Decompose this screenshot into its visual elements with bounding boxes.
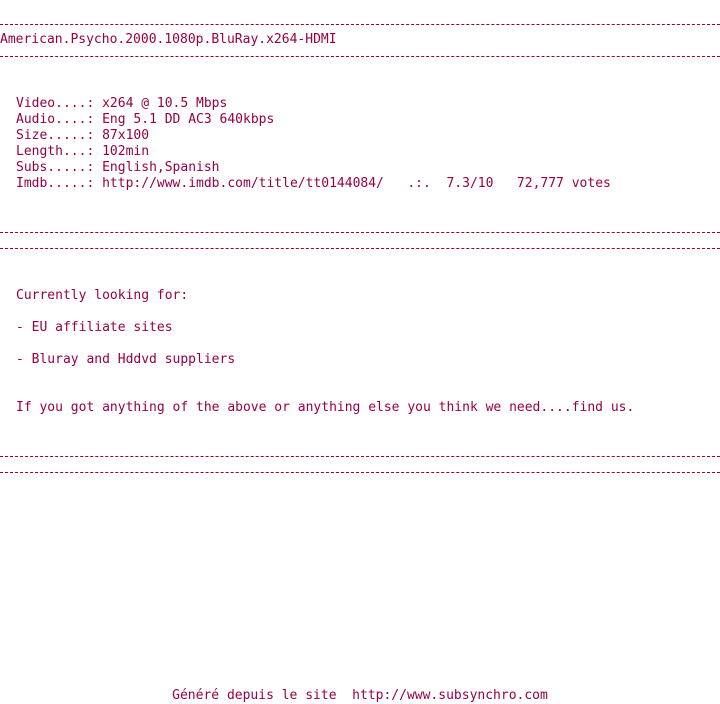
spec-label: Audio....: — [16, 112, 95, 127]
spec-value: http://www.imdb.com/title/tt0144084/ .:. 7.3/10 72,777 votes — [102, 176, 611, 191]
spec-label: Length...: — [16, 144, 95, 159]
title-divider — [0, 56, 720, 57]
section-divider-2 — [0, 248, 720, 249]
release-title: American.Psycho.2000.1080p.BluRay.x264-HDMI — [0, 32, 337, 47]
section-divider-1 — [0, 232, 720, 233]
looking-item: - EU affiliate sites — [16, 320, 173, 335]
spec-label: Video....: — [16, 96, 95, 111]
looking-heading: Currently looking for: — [16, 288, 189, 303]
spec-value: 87x100 — [102, 128, 150, 143]
section-divider-4 — [0, 472, 720, 473]
spec-imdb — [16, 176, 611, 192]
looking-item: - Bluray and Hddvd suppliers — [16, 352, 236, 367]
spec-label: Size.....: — [16, 128, 95, 143]
top-divider — [0, 24, 720, 25]
spec-length — [16, 144, 149, 160]
spec-video — [16, 96, 227, 112]
looking-note: If you got anything of the above or anything else you think we need....find us. — [16, 400, 635, 415]
section-divider-3 — [0, 456, 720, 457]
spec-label: Subs.....: — [16, 160, 95, 175]
spec-subs — [16, 160, 220, 176]
spec-audio — [16, 112, 274, 128]
spec-value: English,Spanish — [102, 160, 220, 175]
spec-value: 102min — [102, 144, 150, 159]
spec-value: Eng 5.1 DD AC3 640kbps — [102, 112, 275, 127]
spec-value: x264 @ 10.5 Mbps — [102, 96, 228, 111]
footer-credit: Généré depuis le site http://www.subsynchro.com — [172, 688, 548, 703]
spec-label: Imdb.....: — [16, 176, 95, 191]
spec-size — [16, 128, 149, 144]
